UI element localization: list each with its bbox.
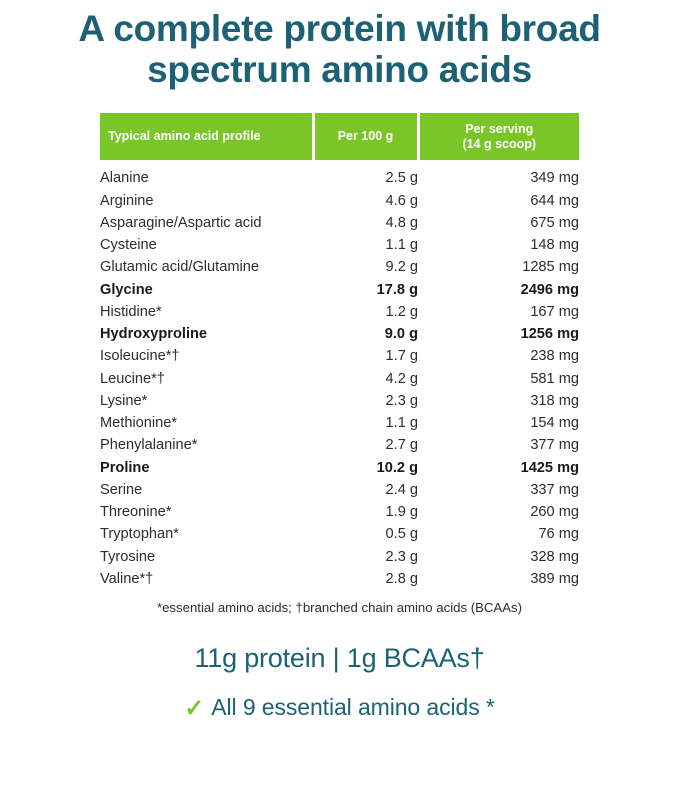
cell-amino-acid-name: Lysine* [100,392,148,409]
cell-per-serving: 1425 mg [520,459,579,476]
column-header-profile: Typical amino acid profile [100,113,313,161]
table-row [100,457,579,479]
table-row [100,279,579,301]
cell-per-100g: 17.8 g [376,281,418,298]
cell-amino-acid-name: Alanine [100,170,149,187]
table-row [100,346,579,368]
table-row [100,257,579,279]
cell-per-100g: 2.3 g [385,548,418,565]
table-row [100,301,579,323]
table-row [100,190,579,212]
cell-per-100g: 1.9 g [385,504,418,521]
cell-amino-acid-name: Hydroxyproline [100,326,208,343]
cell-per-serving: 260 mg [530,504,579,521]
cell-per-100g: 2.7 g [385,437,418,454]
cell-per-100g: 1.1 g [385,237,418,254]
cell-per-serving: 2496 mg [520,281,579,298]
cell-amino-acid-name: Proline [100,459,150,476]
cell-amino-acid-name: Tryptophan* [100,526,179,543]
cell-per-serving: 1256 mg [520,326,579,343]
cell-per-serving: 154 mg [530,415,579,432]
cell-per-serving: 349 mg [530,170,579,187]
cell-amino-acid-name: Tyrosine [100,548,156,565]
cell-per-100g: 1.2 g [385,303,418,320]
table-row [100,435,579,457]
cell-per-100g: 4.2 g [385,370,418,387]
table-row [100,413,579,435]
cell-amino-acid-name: Cysteine [100,237,157,254]
table-body [100,160,579,590]
cell-per-100g: 9.2 g [385,259,418,276]
table-header [100,113,579,161]
cell-per-100g: 4.6 g [385,192,418,209]
cell-per-serving: 377 mg [530,437,579,454]
page-title-line-2: spectrum amino acids [147,49,532,91]
table-row [100,368,579,390]
cell-per-100g: 1.1 g [385,415,418,432]
essential-amino-acids-text: All 9 essential amino acids * [211,693,495,720]
cell-amino-acid-name: Serine [100,481,143,498]
table-row [100,390,579,412]
cell-per-100g: 10.2 g [376,459,418,476]
cell-per-serving: 328 mg [530,548,579,565]
check-icon: ✓ [184,694,205,722]
table-row [100,160,579,190]
table-header-row [100,113,579,161]
column-header-per-serving-line-2: (14 g scoop) [462,136,537,151]
cell-amino-acid-name: Isoleucine*† [100,348,180,365]
cell-amino-acid-name: Leucine*† [100,370,165,387]
cell-per-100g: 4.8 g [385,214,418,231]
cell-amino-acid-name: Glycine [100,281,153,298]
cell-amino-acid-name: Glutamic acid/Glutamine [100,259,259,276]
cell-per-100g: 0.5 g [385,526,418,543]
table-row [100,212,579,234]
amino-acid-table [100,113,579,591]
essential-amino-acids-claim [0,694,679,723]
amino-acid-table-wrapper [100,113,579,615]
cell-amino-acid-name: Asparagine/Aspartic acid [100,214,262,231]
cell-amino-acid-name: Histidine* [100,303,162,320]
column-header-per-serving-line-1: Per serving [465,121,534,136]
table-row [100,568,579,590]
cell-per-serving: 675 mg [530,214,579,231]
column-header-per-serving [418,113,579,161]
table-row [100,324,579,346]
page-title-line-1: A complete protein with broad [78,8,601,49]
cell-per-serving: 167 mg [530,303,579,320]
cell-per-serving: 318 mg [530,392,579,409]
cell-amino-acid-name: Arginine [100,192,154,209]
cell-per-serving: 1285 mg [522,259,579,276]
table-row [100,524,579,546]
cell-per-100g: 9.0 g [384,326,418,343]
protein-summary: 11g protein | 1g BCAAs† [194,642,485,673]
cell-per-100g: 2.5 g [385,170,418,187]
cell-per-100g: 1.7 g [385,348,418,365]
table-footnote: *essential amino acids; †branched chain amino acids (BCAAs) [156,599,523,615]
column-header-per-100g: Per 100 g [313,113,418,161]
page-title [0,0,679,91]
cell-per-serving: 148 mg [530,237,579,254]
cell-amino-acid-name: Phenylalanine* [100,437,198,454]
table-row [100,235,579,257]
table-row [100,479,579,501]
table-row [100,546,579,568]
cell-per-serving: 76 mg [538,526,579,543]
cell-per-serving: 337 mg [530,481,579,498]
cell-per-100g: 2.3 g [385,392,418,409]
cell-per-100g: 2.4 g [385,481,418,498]
cell-per-serving: 238 mg [530,348,579,365]
cell-amino-acid-name: Methionine* [100,415,178,432]
cell-amino-acid-name: Valine*† [100,570,154,587]
table-row [100,502,579,524]
cell-per-serving: 644 mg [530,192,579,209]
cell-per-100g: 2.8 g [385,570,418,587]
cell-per-serving: 581 mg [530,370,579,387]
cell-per-serving: 389 mg [530,570,579,587]
cell-amino-acid-name: Threonine* [100,504,172,521]
